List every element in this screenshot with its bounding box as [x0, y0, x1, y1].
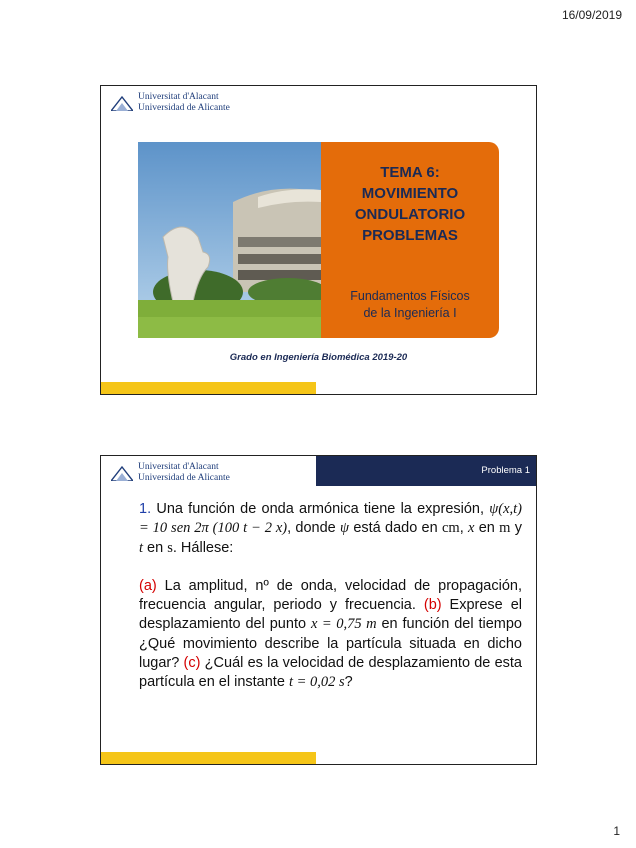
question-c-label: (c) [183, 655, 201, 672]
course-name-line: Fundamentos Físicos [350, 289, 470, 303]
university-logo [111, 92, 230, 114]
print-date: 16/09/2019 [561, 8, 622, 22]
problem-label: Problema 1 [481, 465, 530, 476]
question-c-text: ? [344, 674, 353, 691]
intro-text: y [510, 520, 522, 537]
psi-symbol: ψ [340, 520, 350, 537]
campus-photo [138, 142, 321, 338]
header-band [316, 456, 536, 486]
intro-text: en [143, 539, 168, 556]
campus-photo-image [138, 142, 321, 338]
question-b-text: en función del tiempo ¿Qué movimiento describe la partícula situada en dicho lugar? [139, 616, 522, 672]
intro-text: , donde [287, 520, 341, 537]
course-name [321, 288, 499, 322]
topic-title [321, 162, 499, 246]
title-box [321, 142, 499, 338]
yellow-accent-bar [101, 752, 316, 764]
topic-title-line: TEMA 6: [380, 164, 440, 181]
university-logo-icon [111, 465, 133, 481]
instant-equation: t = 0,02 s [288, 674, 345, 691]
wave-equation: ψ(x,t) = 10 sen 2π (100 t − 2 x) [139, 501, 523, 537]
problem-number: 1. [139, 501, 152, 517]
university-name-valencian: Universitat d'Alacant [138, 92, 219, 102]
intro-text: Una función de onda armónica tiene la expresión, [156, 501, 490, 517]
topic-title-line: ONDULATORIO [354, 206, 466, 223]
intro-text: está dado en [349, 520, 442, 537]
yellow-accent-bar [101, 382, 316, 394]
problem-intro [139, 500, 522, 558]
degree-caption: Grado en Ingeniería Biomédica 2019-20 [229, 352, 408, 363]
intro-text: en [474, 520, 500, 537]
university-name-spanish: Universidad de Alicante [138, 103, 230, 113]
course-name-line: de la Ingeniería I [363, 306, 457, 320]
university-logo [111, 462, 230, 484]
slide-title [100, 85, 537, 395]
topic-title-line: MOVIMIENTO [361, 185, 459, 202]
intro-text: . Hállese: [172, 539, 234, 556]
point-equation: x = 0,75 m [310, 616, 377, 633]
question-b-label: (b) [423, 597, 442, 614]
university-name-valencian: Universitat d'Alacant [138, 462, 219, 472]
question-a-label: (a) [139, 577, 157, 594]
unit-s: s [167, 539, 173, 556]
unit-m: m [499, 520, 511, 537]
university-logo-icon [111, 95, 133, 111]
question-a-text: La amplitud, nº de onda, velocidad de propagación, frecuencia angular, periodo y frecuencia. [139, 577, 522, 614]
page-number: 1 [613, 824, 620, 838]
topic-title-line: PROBLEMAS [362, 227, 458, 244]
problem-statement [139, 500, 522, 693]
slide-problem [100, 455, 537, 765]
unit-cm: cm [441, 520, 460, 537]
problem-questions [139, 577, 522, 693]
var-t: t [139, 539, 144, 556]
question-c-text: ¿Cuál es la velocidad de desplazamiento de esta partícula en el instante [139, 655, 522, 691]
university-name-spanish: Universidad de Alicante [138, 473, 230, 483]
var-x: x [468, 520, 475, 537]
question-b-text: Exprese el desplazamiento del punto [139, 597, 522, 633]
intro-text: , [459, 520, 469, 537]
